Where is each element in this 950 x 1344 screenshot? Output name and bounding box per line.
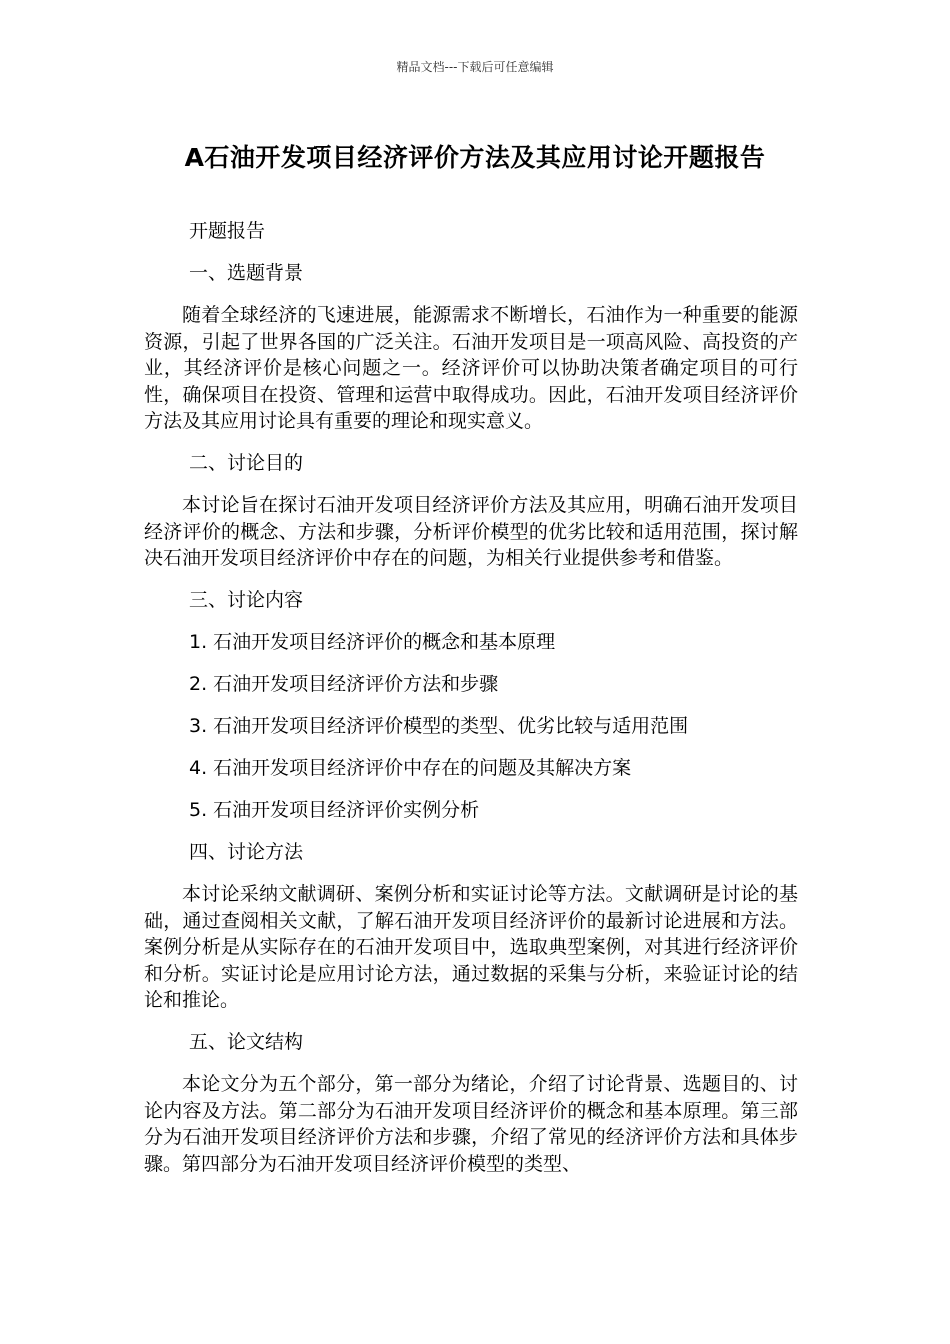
page-title: A石油开发项目经济评价方法及其应用讨论开题报告 [184, 143, 766, 172]
purpose-paragraph: 本讨论旨在探讨石油开发项目经济评价方法及其应用，明确石油开发项目经济评价的概念、方法和步骤，分析评价模型的优劣比较和适用范围，探讨解决石油开发项目经济评价中存在的问题，为相关行业提供参考和借鉴。 [144, 494, 798, 569]
methods-paragraph: 本讨论采纳文献调研、案例分析和实证讨论等方法。文献调研是讨论的基础，通过查阅相关文献，了解石油开发项目经济评价的最新讨论进展和方法。案例分析是从实际存在的石油开发项目中，选取典型案例，对其进行经济评价和分析。实证讨论是应用讨论方法，通过数据的采集与分析，来验证讨论的结论和推论。 [144, 883, 798, 1011]
content-heading: 三、讨论内容 [189, 589, 304, 611]
structure-heading: 五、论文结构 [189, 1031, 304, 1053]
section-label: 开题报告 [189, 220, 266, 242]
background-heading: 一、选题背景 [189, 262, 304, 284]
header-note: 精品文档---下载后可任意编辑 [396, 60, 554, 74]
content-list-item: 3. 石油开发项目经济评价模型的类型、优劣比较与适用范围 [189, 715, 689, 737]
content-list-item: 5. 石油开发项目经济评价实例分析 [189, 799, 480, 821]
document-body [144, 218, 798, 1193]
content-list-item: 1. 石油开发项目经济评价的概念和基本原理 [189, 631, 556, 653]
structure-paragraph: 本论文分为五个部分，第一部分为绪论，介绍了讨论背景、选题目的、讨论内容及方法。第二部分为石油开发项目经济评价的概念和基本原理。第三部分为石油开发项目经济评价方法和步骤，介绍了常见的经济评价方法和具体步骤。第四部分为石油开发项目经济评价模型的类型、 [144, 1073, 798, 1175]
content-list-item: 2. 石油开发项目经济评价方法和步骤 [189, 673, 499, 695]
methods-heading: 四、讨论方法 [189, 841, 304, 863]
content-list-item: 4. 石油开发项目经济评价中存在的问题及其解决方案 [189, 757, 632, 779]
background-paragraph: 随着全球经济的飞速进展，能源需求不断增长，石油作为一种重要的能源资源，引起了世界各国的广泛关注。石油开发项目是一项高风险、高投资的产业，其经济评价是核心问题之一。经济评价可以协助决策者确定项目的可行性，确保项目在投资、管理和运营中取得成功。因此，石油开发项目经济评价方法及其应用讨论具有重要的理论和现实意义。 [144, 304, 798, 432]
purpose-heading: 二、讨论目的 [189, 452, 304, 474]
